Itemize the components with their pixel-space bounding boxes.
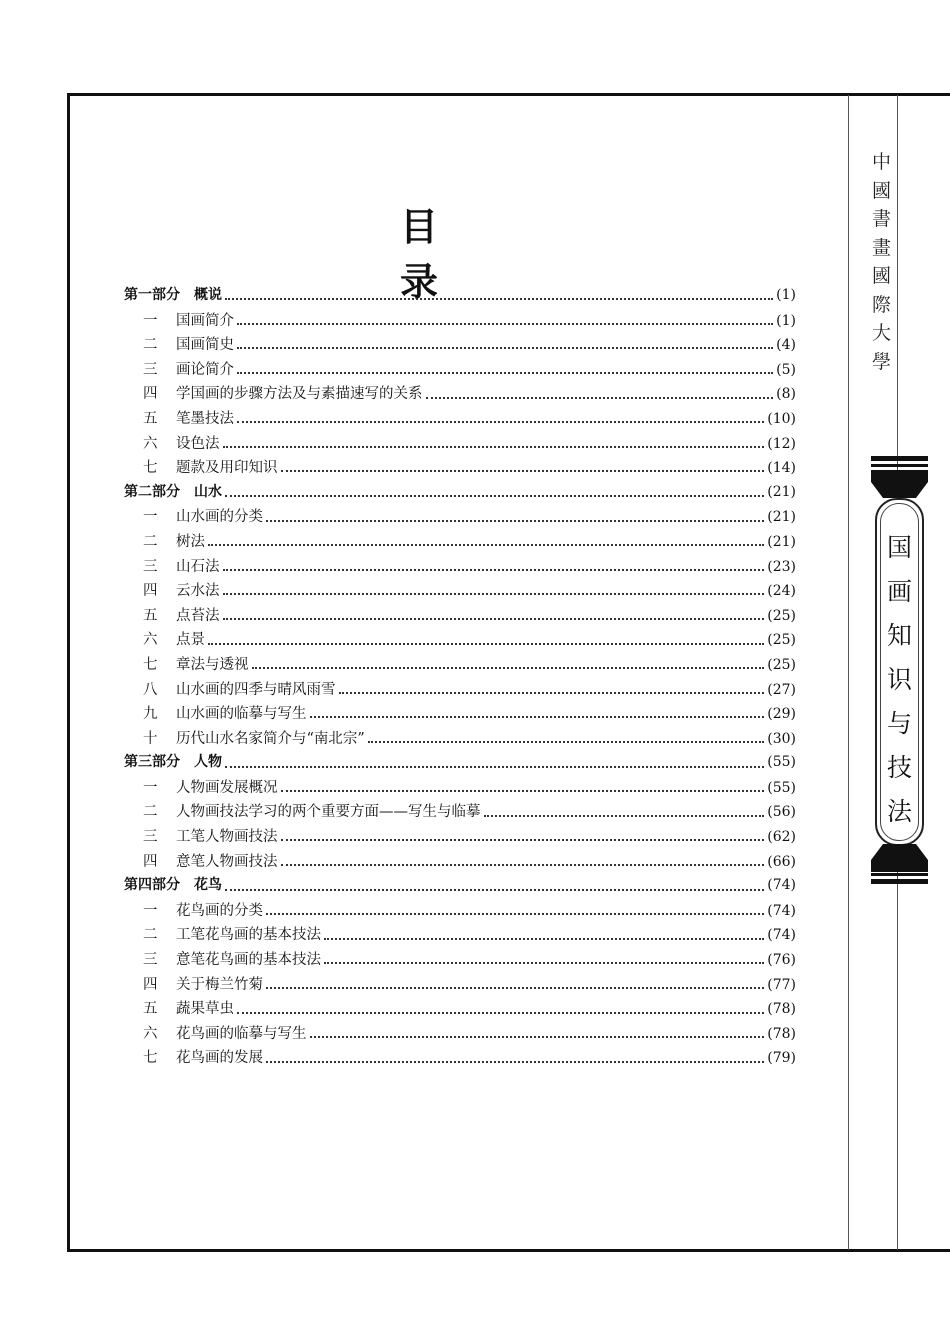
toc-title: 章法与透视 [176,656,249,673]
toc-item-row [124,825,796,850]
toc-title: 人物画技法学习的两个重要方面——写生与临摹 [176,804,481,821]
page-title: 目 录 [400,205,467,304]
book-title-plaque [871,456,928,884]
spine-char: 畫 [872,236,892,259]
spine-char: 書 [872,208,892,230]
toc-leader-dots [281,790,765,792]
toc-page-number: (1) [776,312,796,329]
toc-part-row [124,874,796,899]
toc-page-number: (5) [776,361,796,378]
toc-title: 国画简史 [176,337,234,354]
toc-page-number: (8) [776,386,796,403]
toc-title: 工笔人物画技法 [176,829,278,846]
toc-page-number: (30) [767,730,796,747]
toc-leader-dots [208,544,764,546]
toc-leader-dots [252,667,765,669]
toc-title: 概说 [194,287,222,303]
toc-number: 二 [143,804,158,821]
toc-title: 工笔花鸟画的基本技法 [176,927,321,944]
toc-title: 花鸟画的发展 [176,1050,263,1067]
toc-number: 四 [143,976,158,993]
toc-item-row [124,555,796,580]
toc-number: 三 [143,829,158,846]
toc-leader-dots [225,889,764,891]
toc-title: 树法 [176,533,205,550]
toc-item-row [124,432,796,457]
toc-item-row [124,678,796,703]
toc-item-row [124,727,796,752]
toc-number: 第三部分 [124,754,180,771]
toc-page-number: (10) [767,410,796,427]
toc-number: 六 [143,632,158,649]
toc-title: 题款及用印知识 [176,460,278,477]
toc-item-row [124,923,796,948]
toc-title: 人物画发展概况 [176,779,278,796]
plaque-char: 技 [886,753,912,782]
plaque-top-bar [871,456,928,461]
toc-leader-dots [237,1012,764,1014]
toc-item-row [124,456,796,481]
spine-char: 國 [872,179,892,202]
toc-item-row [124,702,796,727]
toc-leader-dots [208,643,764,645]
spine-char: 際 [872,293,892,316]
toc-number: 二 [143,533,158,550]
toc-page-number: (14) [767,460,796,477]
plaque-top-bar-thin [871,464,928,467]
toc-item-row [124,776,796,801]
toc-leader-dots [223,618,765,620]
toc-page-number: (21) [767,509,796,526]
toc-leader-dots [310,1036,765,1038]
toc-number: 一 [143,902,158,919]
toc-leader-dots [484,815,765,817]
toc-title: 意笔花鸟画的基本技法 [176,952,321,969]
toc-number: 第一部分 [124,287,180,303]
toc-leader-dots [223,446,765,448]
toc-number: 三 [143,952,158,969]
toc-title: 山石法 [176,558,220,575]
toc-leader-dots [237,421,764,423]
toc-title: 花鸟画的临摹与写生 [176,1025,307,1042]
toc-number: 七 [143,656,158,673]
toc-part-row [124,481,796,506]
toc-number: 八 [143,681,158,698]
toc-page-number: (55) [767,779,796,796]
toc-number: 四 [143,853,158,870]
toc-item-row [124,604,796,629]
toc-title: 花鸟 [194,877,222,894]
toc-leader-dots [426,397,774,399]
toc-title: 山水画的临摹与写生 [176,706,307,723]
toc-page-number: (78) [767,1025,796,1042]
toc-leader-dots [324,938,764,940]
toc-leader-dots [223,569,765,571]
toc-item-row [124,382,796,407]
toc-page-number: (12) [767,435,796,452]
plaque-bottom-ornament [871,842,928,872]
toc-title: 蔬果草虫 [176,1001,234,1018]
toc-leader-dots [310,716,765,718]
toc-title: 花鸟画的分类 [176,902,263,919]
toc-leader-dots [266,913,764,915]
spine-char: 學 [872,350,892,373]
plaque-bottom-bar [871,879,928,884]
toc-item-row [124,997,796,1022]
toc-item-row [124,309,796,334]
toc-title: 山水画的四季与晴风雨雪 [176,681,336,698]
spine-char: 國 [872,265,892,287]
toc-title: 山水 [194,483,222,500]
toc-page-number: (79) [767,1050,796,1067]
toc-item-row [124,579,796,604]
toc-page-number: (74) [767,902,796,919]
toc-item-row [124,899,796,924]
toc-item-row [124,948,796,973]
toc-number: 一 [143,779,158,796]
toc-number: 二 [143,927,158,944]
spine-divider-left [848,95,849,1250]
toc-title: 关于梅兰竹菊 [176,976,263,993]
toc-page-number: (76) [767,952,796,969]
toc-page-number: (4) [776,337,796,354]
plaque-char: 法 [886,797,912,826]
toc-item-row [124,505,796,530]
toc-number: 三 [143,361,158,378]
plaque-char: 国 [886,533,912,562]
toc-title: 人物 [194,754,222,771]
toc-item-row [124,530,796,555]
toc-page-number: (24) [767,583,796,600]
toc-title: 画论简介 [176,361,234,378]
toc-leader-dots [225,766,764,768]
toc-leader-dots [237,323,773,325]
toc-number: 九 [143,706,158,723]
toc-page-number: (21) [767,533,796,550]
toc-page-number: (66) [767,853,796,870]
toc-item-row [124,1022,796,1047]
plaque-char: 知 [886,621,912,650]
toc-title: 设色法 [176,435,220,452]
toc-part-row [124,284,796,309]
toc-page-number: (77) [767,976,796,993]
plaque-bottom-bar-thin [871,873,928,876]
toc-leader-dots [225,298,773,300]
toc-item-row [124,800,796,825]
toc-title: 笔墨技法 [176,410,234,427]
toc-item-row [124,358,796,383]
toc-leader-dots [266,987,764,989]
toc-title: 点苔法 [176,607,220,624]
toc-number: 二 [143,337,158,354]
toc-leader-dots [266,1061,764,1063]
toc-page-number: (27) [767,681,796,698]
toc-title: 云水法 [176,583,220,600]
toc-title: 历代山水名家简介与“南北宗” [176,730,365,747]
toc-leader-dots [237,372,773,374]
toc-page-number: (74) [767,927,796,944]
toc-item-row [124,333,796,358]
plaque-top-ornament [871,470,928,500]
toc-page-number: (62) [767,829,796,846]
toc-number: 五 [143,1001,158,1018]
toc-part-row [124,751,796,776]
toc-number: 六 [143,435,158,452]
toc-page-number: (25) [767,607,796,624]
toc-leader-dots [266,520,764,522]
toc-leader-dots [368,741,764,743]
toc-item-row [124,407,796,432]
toc-leader-dots [339,692,765,694]
toc-leader-dots [324,962,764,964]
toc-page-number: (25) [767,632,796,649]
toc-title: 学国画的步骤方法及与素描速写的关系 [176,386,423,403]
toc-item-row [124,628,796,653]
toc-number: 七 [143,460,158,477]
toc-page-number: (55) [767,754,796,771]
toc-item-row [124,973,796,998]
toc-leader-dots [281,839,765,841]
toc-title: 点景 [176,632,205,649]
toc-page-number: (29) [767,706,796,723]
toc-number: 第四部分 [124,877,180,894]
toc-number: 十 [143,730,158,747]
toc-number: 第二部分 [124,483,180,500]
spine-char: 中 [872,151,892,173]
toc-leader-dots [237,347,773,349]
toc-page-number: (21) [767,483,796,500]
toc-page-number: (74) [767,877,796,894]
toc-page-number: (78) [767,1001,796,1018]
toc-page-number: (23) [767,558,796,575]
toc-item-row [124,653,796,678]
toc-leader-dots [281,470,765,472]
spine-char: 大 [872,322,892,344]
toc-title: 山水画的分类 [176,509,263,526]
plaque-title-text [871,526,928,834]
plaque-char: 与 [886,709,912,738]
toc-leader-dots [281,864,765,866]
toc-number: 五 [143,410,158,427]
toc-page-number: (1) [776,287,796,303]
toc-number: 三 [143,558,158,575]
toc-item-row [124,1046,796,1071]
toc-number: 一 [143,312,158,329]
table-of-contents [124,284,796,1071]
toc-number: 六 [143,1025,158,1042]
plaque-char: 画 [886,577,912,606]
toc-number: 四 [143,583,158,600]
toc-number: 七 [143,1050,158,1067]
toc-item-row [124,850,796,875]
toc-number: 四 [143,386,158,403]
toc-number: 一 [143,509,158,526]
toc-title: 意笔人物画技法 [176,853,278,870]
toc-page-number: (56) [767,804,796,821]
toc-title: 国画简介 [176,312,234,329]
toc-page-number: (25) [767,656,796,673]
toc-leader-dots [225,495,764,497]
spine-publisher-text [872,148,892,376]
toc-number: 五 [143,607,158,624]
toc-leader-dots [223,593,765,595]
plaque-char: 识 [886,665,912,694]
